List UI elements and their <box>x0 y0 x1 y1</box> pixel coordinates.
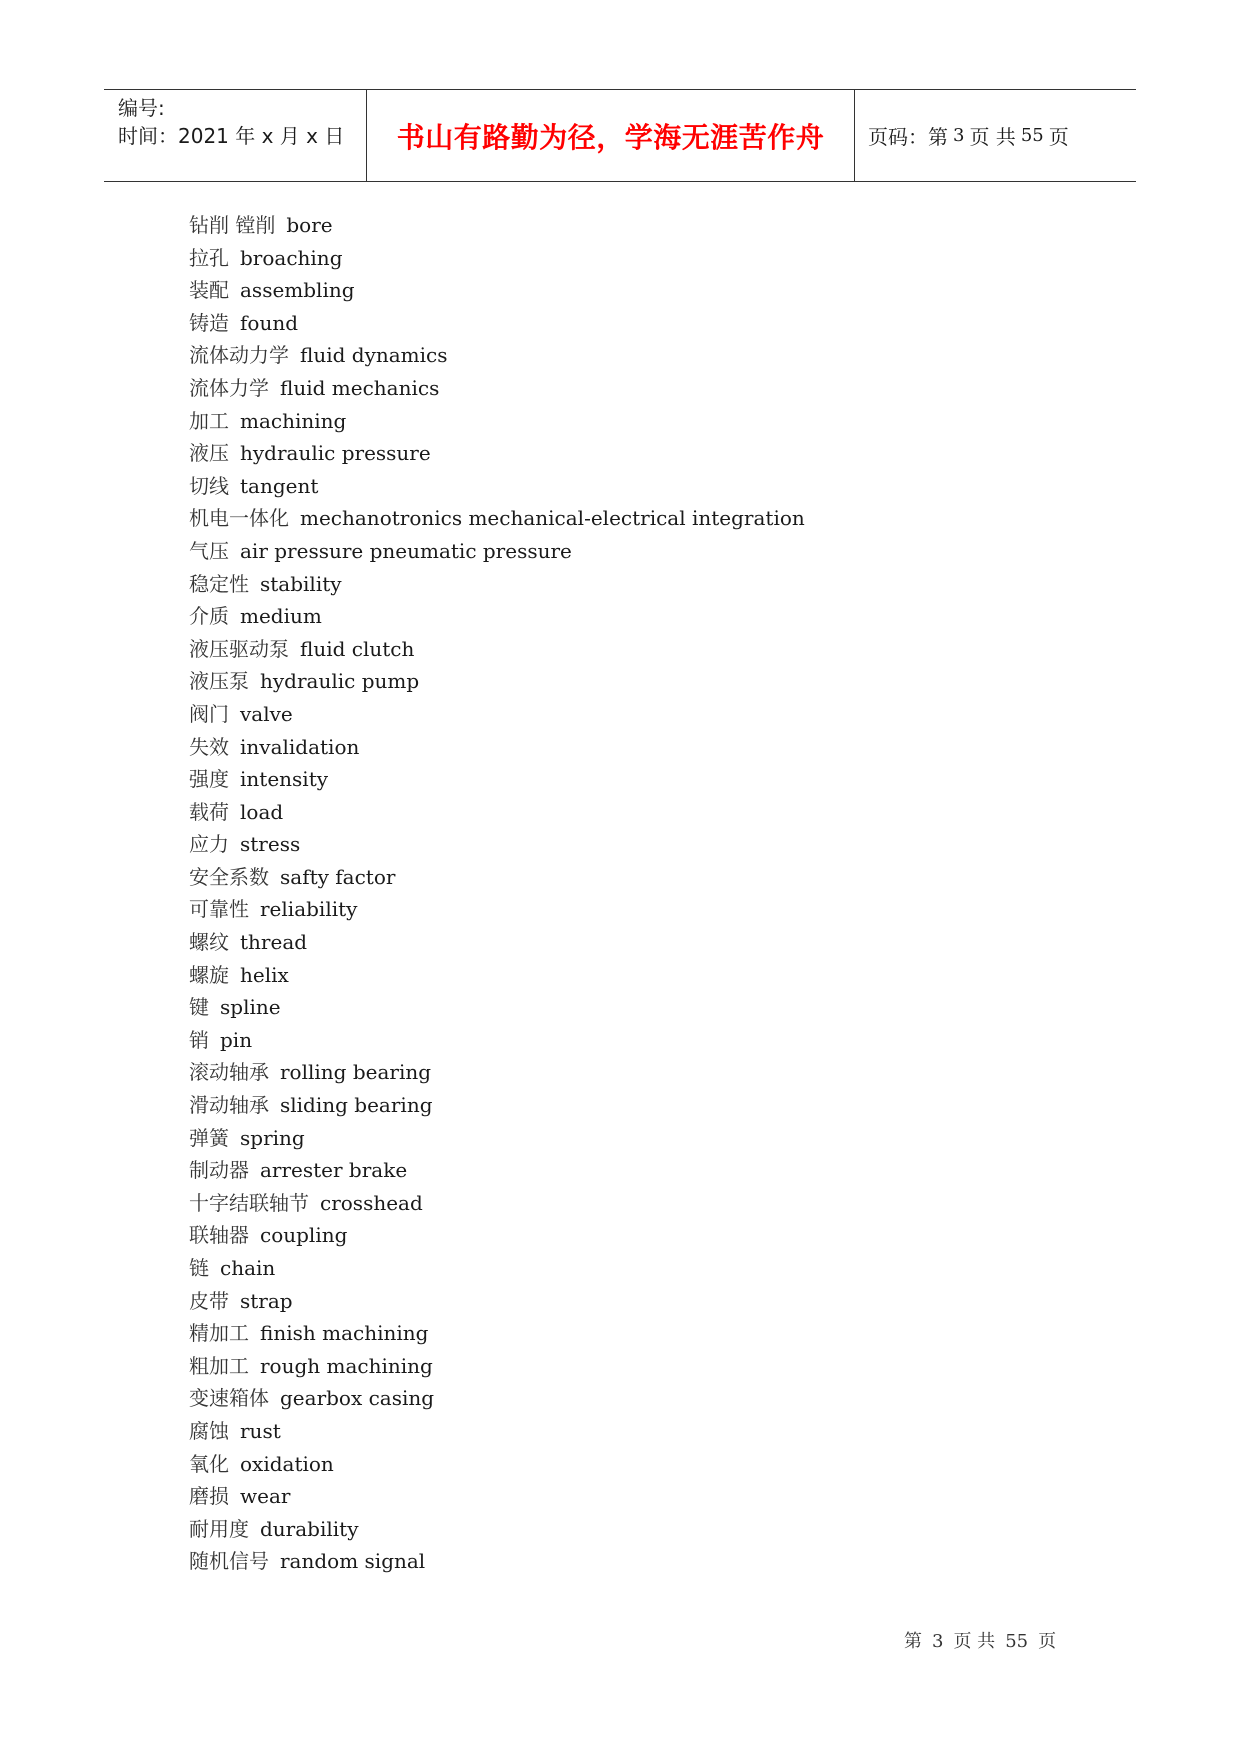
header-page-indicator <box>855 90 1136 181</box>
glossary-term-english: rough machining <box>260 1353 433 1378</box>
glossary-term-english: fluid mechanics <box>280 375 440 400</box>
glossary-term-english: arrester brake <box>260 1158 408 1183</box>
glossary-term-english: spline <box>220 995 281 1020</box>
glossary-term-chinese: 粗加工 <box>189 1353 249 1378</box>
glossary-term-english: thread <box>240 930 308 955</box>
glossary-term-chinese: 皮带 <box>189 1288 229 1313</box>
header-page-prefix: 页码：第 <box>868 125 948 149</box>
glossary-entry <box>189 1480 805 1513</box>
glossary-term-english: load <box>240 799 284 824</box>
glossary-entry <box>189 1187 805 1220</box>
glossary-term-chinese: 十字结联轴节 <box>189 1190 309 1215</box>
header-page-current: 3 <box>953 125 965 146</box>
footer-mid: 页 共 <box>953 1631 996 1652</box>
glossary-term-chinese: 精加工 <box>189 1321 249 1346</box>
glossary-entry <box>189 600 805 633</box>
header-page-total: 55 <box>1020 125 1044 146</box>
glossary-entry <box>189 959 805 992</box>
glossary-term-english: oxidation <box>240 1451 334 1476</box>
glossary-entry <box>189 633 805 666</box>
glossary-entry <box>189 502 805 535</box>
glossary-entry <box>189 1285 805 1318</box>
glossary-entry <box>189 1154 805 1187</box>
glossary-term-english: invalidation <box>240 734 360 759</box>
glossary-term-chinese: 销 <box>189 1027 209 1052</box>
glossary-term-chinese: 可靠性 <box>189 897 249 922</box>
glossary-term-english: helix <box>240 962 289 987</box>
glossary-term-chinese: 磨损 <box>189 1484 229 1509</box>
glossary-term-english: fluid dynamics <box>300 343 448 368</box>
glossary-term-chinese: 介质 <box>189 604 229 629</box>
glossary-entry <box>189 274 805 307</box>
glossary-term-english: air pressure pneumatic pressure <box>240 538 572 563</box>
glossary-term-chinese: 滚动轴承 <box>189 1060 269 1085</box>
glossary-term-chinese: 随机信号 <box>189 1549 269 1574</box>
glossary-term-chinese: 联轴器 <box>189 1223 249 1248</box>
glossary-term-english: strap <box>240 1288 293 1313</box>
glossary-term-chinese: 流体动力学 <box>189 343 289 368</box>
glossary-term-chinese: 应力 <box>189 832 229 857</box>
glossary-term-chinese: 键 <box>189 995 209 1020</box>
glossary-term-english: assembling <box>240 278 355 303</box>
glossary-entry <box>189 535 805 568</box>
page-header <box>104 89 1136 182</box>
header-page-mid: 页 共 <box>969 125 1016 149</box>
glossary-entry <box>189 828 805 861</box>
glossary-term-chinese: 弹簧 <box>189 1125 229 1150</box>
glossary-term-chinese: 液压泵 <box>189 669 249 694</box>
glossary-term-chinese: 失效 <box>189 734 229 759</box>
glossary-entry <box>189 861 805 894</box>
glossary-term-english: hydraulic pump <box>260 669 420 694</box>
header-page-suffix: 页 <box>1048 125 1069 149</box>
glossary-term-chinese: 阀门 <box>189 701 229 726</box>
glossary-entry <box>189 926 805 959</box>
glossary-term-english: broaching <box>240 245 343 270</box>
glossary-entry <box>189 796 805 829</box>
glossary-term-chinese: 螺纹 <box>189 930 229 955</box>
footer-prefix: 第 <box>904 1631 922 1652</box>
glossary-term-english: random signal <box>280 1549 426 1574</box>
glossary-term-english: stress <box>240 832 301 857</box>
glossary-entry <box>189 1252 805 1285</box>
glossary-term-chinese: 液压驱动泵 <box>189 636 289 661</box>
glossary-term-english: intensity <box>240 767 329 792</box>
glossary-term-english: found <box>240 310 299 335</box>
glossary-term-chinese: 稳定性 <box>189 571 249 596</box>
date-label: 时间：2021 年 x 月 x 日 <box>118 124 345 148</box>
glossary-entry <box>189 731 805 764</box>
glossary-entry <box>189 372 805 405</box>
header-motto: 书山有路勤为径，学海无涯苦作舟 <box>367 90 855 181</box>
glossary-term-chinese: 切线 <box>189 473 229 498</box>
glossary-entry <box>189 698 805 731</box>
glossary-term-english: stability <box>260 571 342 596</box>
glossary-term-chinese: 氧化 <box>189 1451 229 1476</box>
glossary-entry <box>189 1024 805 1057</box>
header-meta <box>104 90 367 181</box>
glossary-term-english: bore <box>286 213 333 237</box>
glossary-term-english: machining <box>240 408 347 433</box>
glossary-term-chinese: 安全系数 <box>189 864 269 889</box>
glossary-term-chinese: 链 <box>189 1256 209 1280</box>
footer-suffix: 页 <box>1038 1631 1057 1652</box>
glossary-term-chinese: 滑动轴承 <box>189 1093 269 1118</box>
glossary-term-english: durability <box>260 1516 359 1541</box>
glossary-entry <box>189 1089 805 1122</box>
glossary-entry <box>189 763 805 796</box>
glossary-term-chinese: 流体力学 <box>189 375 269 400</box>
glossary-term-english: hydraulic pressure <box>240 441 431 466</box>
glossary-entry <box>189 665 805 698</box>
glossary-entry <box>189 437 805 470</box>
glossary-term-english: valve <box>240 701 293 726</box>
glossary-entry <box>189 1545 805 1578</box>
glossary-entry <box>189 991 805 1024</box>
glossary-term-chinese: 装配 <box>189 278 229 303</box>
glossary-term-chinese: 气压 <box>189 538 229 563</box>
glossary-term-english: pin <box>220 1027 253 1052</box>
glossary-term-english: mechanotronics mechanical-electrical integration <box>300 506 805 531</box>
glossary-entry <box>189 470 805 503</box>
glossary-entry <box>189 405 805 438</box>
footer-current: 3 <box>932 1631 944 1652</box>
glossary-entry <box>189 1317 805 1350</box>
glossary-term-english: chain <box>220 1256 276 1280</box>
glossary-term-chinese: 变速箱体 <box>189 1386 269 1411</box>
page-footer <box>904 1627 1056 1653</box>
glossary-term-english: finish machining <box>260 1321 429 1346</box>
glossary-term-chinese: 载荷 <box>189 799 229 824</box>
glossary-term-chinese: 耐用度 <box>189 1516 249 1541</box>
glossary-term-chinese: 强度 <box>189 767 229 792</box>
glossary-entry <box>189 1219 805 1252</box>
glossary-term-english: reliability <box>260 897 358 922</box>
glossary-term-english: wear <box>240 1484 291 1509</box>
glossary-entry <box>189 1350 805 1383</box>
glossary-term-english: crosshead <box>320 1190 423 1215</box>
glossary-term-english: spring <box>240 1125 305 1150</box>
glossary-entry <box>189 1382 805 1415</box>
glossary-entry <box>189 568 805 601</box>
glossary-entry <box>189 1448 805 1481</box>
glossary-entry <box>189 242 805 275</box>
glossary-term-chinese: 制动器 <box>189 1158 249 1183</box>
glossary-term-chinese: 铸造 <box>189 310 229 335</box>
glossary-term-english: fluid clutch <box>300 636 415 661</box>
glossary-entry <box>189 893 805 926</box>
footer-total: 55 <box>1005 1631 1029 1652</box>
glossary-term-chinese: 液压 <box>189 441 229 466</box>
glossary-term-english: medium <box>240 604 322 629</box>
glossary-term-english: rust <box>240 1418 281 1443</box>
glossary-entry <box>189 1513 805 1546</box>
glossary-term-english: tangent <box>240 473 319 498</box>
serial-number-label: 编号: <box>118 96 165 120</box>
glossary-entry <box>189 209 805 242</box>
glossary-entry <box>189 1122 805 1155</box>
glossary-term-chinese: 机电一体化 <box>189 506 289 531</box>
glossary-term-chinese: 加工 <box>189 408 229 433</box>
glossary-term-chinese: 拉孔 <box>189 245 229 270</box>
glossary-entry <box>189 307 805 340</box>
glossary-term-chinese: 螺旋 <box>189 962 229 987</box>
glossary-term-chinese: 钻削 镗削 <box>189 213 276 237</box>
glossary-entry <box>189 1415 805 1448</box>
glossary-term-english: safty factor <box>280 864 396 889</box>
glossary-term-english: rolling bearing <box>280 1060 432 1085</box>
glossary-list <box>189 209 805 1578</box>
glossary-term-english: gearbox casing <box>280 1386 435 1411</box>
glossary-term-english: sliding bearing <box>280 1093 433 1118</box>
glossary-term-chinese: 腐蚀 <box>189 1418 229 1443</box>
glossary-entry <box>189 1056 805 1089</box>
glossary-entry <box>189 339 805 372</box>
glossary-term-english: coupling <box>260 1223 348 1248</box>
